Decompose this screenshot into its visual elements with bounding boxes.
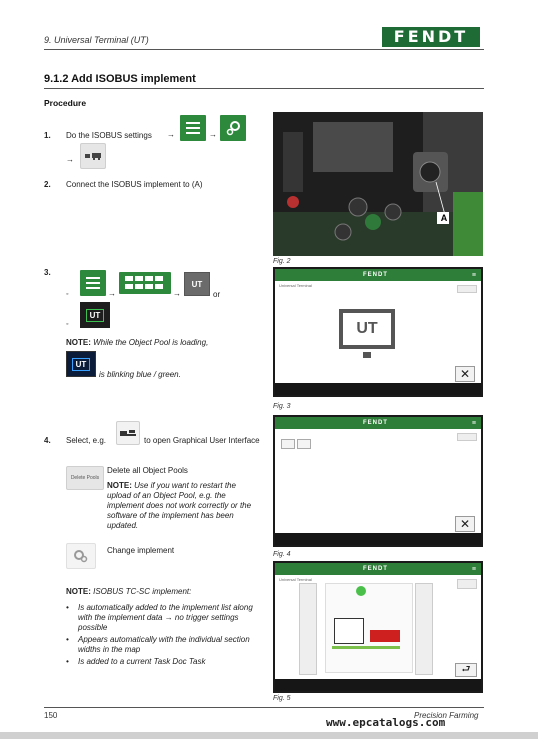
section-title: 9.1.2 Add ISOBUS implement	[44, 73, 196, 85]
callout-a-label: A	[440, 213, 448, 223]
bullet-list	[66, 603, 256, 667]
menu-icon[interactable]	[180, 115, 206, 141]
step-2-number: 2.	[44, 180, 51, 189]
step-1-number: 1.	[44, 131, 51, 140]
step-1-text: Do the ISOBUS settings	[66, 131, 152, 140]
screen-top-bar: FENDT ≡	[275, 563, 481, 575]
delete-label: Delete all Object Pools	[107, 466, 188, 475]
bullet-marker: ◦	[66, 291, 69, 298]
procedure-heading: Procedure	[44, 98, 87, 108]
close-icon[interactable]: ✕	[455, 516, 475, 532]
list-item: • Is added to a current Task Doc Task	[66, 657, 206, 666]
screen-button[interactable]	[457, 579, 477, 589]
footer-rule	[44, 707, 484, 708]
back-icon[interactable]: ⮐	[455, 663, 477, 677]
footer-title: Precision Farming	[414, 711, 479, 720]
ut-stand	[363, 352, 371, 358]
arrow-icon: →	[66, 155, 74, 164]
arrow-icon: →	[108, 289, 116, 298]
fig-2-caption: Fig. 2	[273, 258, 291, 265]
terminal-screen-fig3	[273, 267, 483, 397]
change-label: Change implement	[107, 546, 175, 555]
implement-tile[interactable]	[297, 439, 311, 449]
bullet-marker: ◦	[66, 321, 69, 328]
header-rule	[44, 49, 484, 50]
ut-icon[interactable]: UT	[184, 272, 210, 296]
screen-status-bar	[275, 383, 481, 395]
fig-5-caption: Fig. 5	[273, 695, 291, 702]
isobus-socket-photo	[273, 112, 483, 256]
delete-pools-button[interactable]: Delete Pools	[66, 466, 104, 490]
list-item: • Appears automatically with the individual section widths in the map	[66, 635, 250, 654]
arrow-icon: →	[167, 130, 175, 139]
screen-top-bar: FENDT ≡	[275, 417, 481, 429]
screen-button[interactable]	[457, 285, 477, 293]
implement-icon[interactable]	[116, 421, 140, 445]
or-text: or	[213, 290, 221, 299]
implement-mask	[325, 583, 413, 673]
page-number: 150	[44, 711, 58, 720]
screen-status-bar	[275, 679, 481, 691]
apps-grid-icon[interactable]	[119, 272, 171, 294]
screen-title: Universal Terminal	[279, 577, 312, 582]
menu-icon[interactable]	[80, 270, 106, 296]
left-softkey-column[interactable]	[299, 583, 317, 675]
terminal-screen-fig5	[273, 561, 483, 693]
screen-title: Universal Terminal	[279, 283, 312, 288]
arrow-icon: →	[209, 130, 217, 139]
fendt-logo: FENDT	[382, 27, 480, 47]
isobus-icon[interactable]	[80, 143, 106, 169]
right-softkey-column[interactable]	[415, 583, 433, 675]
screen-status-bar	[275, 533, 481, 545]
implement-tile[interactable]	[281, 439, 295, 449]
ut-active-icon[interactable]: UT	[80, 302, 110, 328]
terminal-screen-fig4	[273, 415, 483, 547]
note-3: NOTE: ISOBUS TC-SC implement:	[66, 587, 192, 596]
watermark: www.epcatalogs.com	[326, 716, 446, 729]
bottom-strip	[0, 732, 538, 739]
step-3-number: 3.	[44, 268, 51, 277]
step-4-number: 4.	[44, 436, 51, 445]
step-4-text-2: to open Graphical User Interface	[144, 436, 260, 445]
screen-button[interactable]	[457, 433, 477, 441]
note-2: NOTE: Use if you want to restart the upload of an Object Pool, e.g. the implement does not work correctly or the software of the implement has been updated.	[107, 481, 252, 530]
screen-top-bar: FENDT ≡	[275, 269, 481, 281]
section-rule	[44, 88, 484, 89]
ut-large-icon: UT	[339, 309, 395, 349]
ut-loading-icon: UT	[66, 351, 96, 377]
arrow-icon: →	[173, 289, 181, 298]
note-1: NOTE: While the Object Pool is loading,	[66, 338, 209, 347]
step-2-text: Connect the ISOBUS implement to (A)	[66, 180, 203, 189]
fig-4-caption: Fig. 4	[273, 551, 291, 558]
fig-3-caption: Fig. 3	[273, 403, 291, 410]
list-item: • Is automatically added to the implement list along with the implement data → no trigger settings possible	[66, 603, 253, 632]
close-icon[interactable]: ✕	[455, 366, 475, 382]
note-1-continuation: is blinking blue / green.	[99, 370, 181, 379]
step-4-text: Select, e.g.	[66, 436, 107, 445]
chapter-title: 9. Universal Terminal (UT)	[44, 35, 149, 45]
settings-gear-icon[interactable]	[220, 115, 246, 141]
change-implement-icon[interactable]	[66, 543, 96, 569]
